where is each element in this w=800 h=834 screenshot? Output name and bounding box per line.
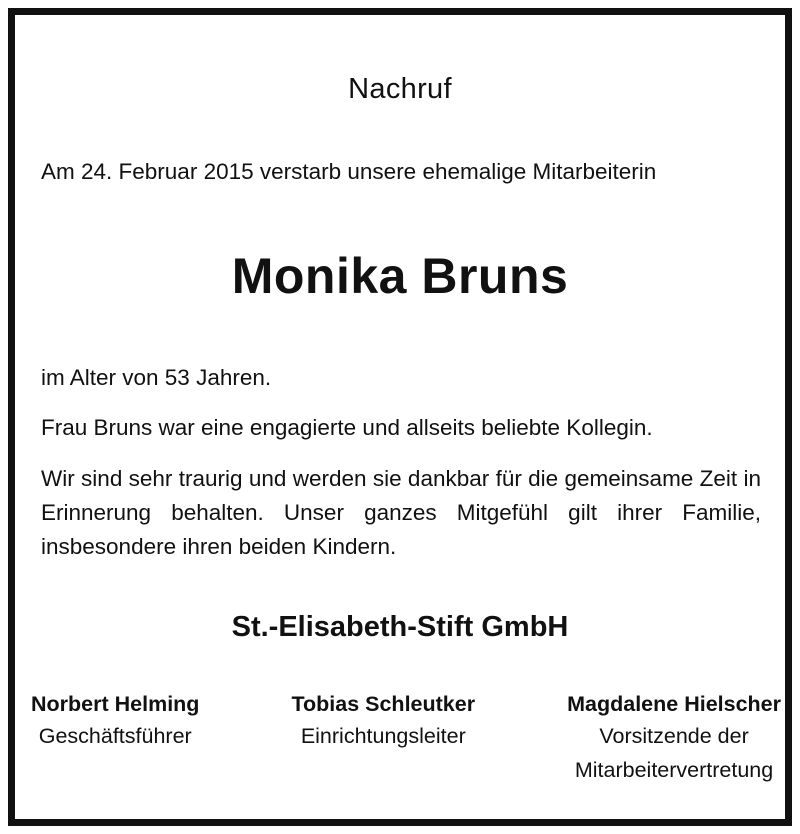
signer-name: Magdalene Hielscher <box>567 692 781 716</box>
signer-name: Norbert Helming <box>31 692 200 716</box>
signer-role-line: Geschäftsführer <box>38 724 192 748</box>
signers-row <box>31 689 781 787</box>
signer-role <box>567 719 781 787</box>
signer <box>31 689 199 787</box>
signer <box>291 689 475 787</box>
condolence-text: Wir sind sehr traurig und werden sie dankbar für die gemeinsame Zeit in Erinnerung behalten. Unser ganzes Mitgefühl gilt ihrer Familie, insbesondere ihren beiden Kindern. <box>41 466 761 559</box>
signer-role-line: Vorsitzende der <box>599 724 749 748</box>
organization-name: St.-Elisabeth-Stift GmbH <box>231 611 569 643</box>
obituary-frame <box>8 8 792 826</box>
age-text: im Alter von 53 Jahren. <box>41 365 272 390</box>
signer-role-line: Einrichtungsleiter <box>300 724 466 748</box>
signer-name: Tobias Schleutker <box>291 692 476 716</box>
notice-heading: Nachruf <box>348 73 452 105</box>
signer-role <box>291 719 475 753</box>
colleague-text: Frau Bruns war eine engagierte und allseits beliebte Kollegin. <box>41 415 653 440</box>
deceased-name: Monika Bruns <box>231 248 569 304</box>
intro-text: Am 24. Februar 2015 verstarb unsere ehemalige Mitarbeiterin <box>41 159 657 184</box>
signer <box>567 689 781 787</box>
signer-role-line: Mitarbeitervertretung <box>574 758 774 782</box>
signer-role <box>31 719 199 753</box>
